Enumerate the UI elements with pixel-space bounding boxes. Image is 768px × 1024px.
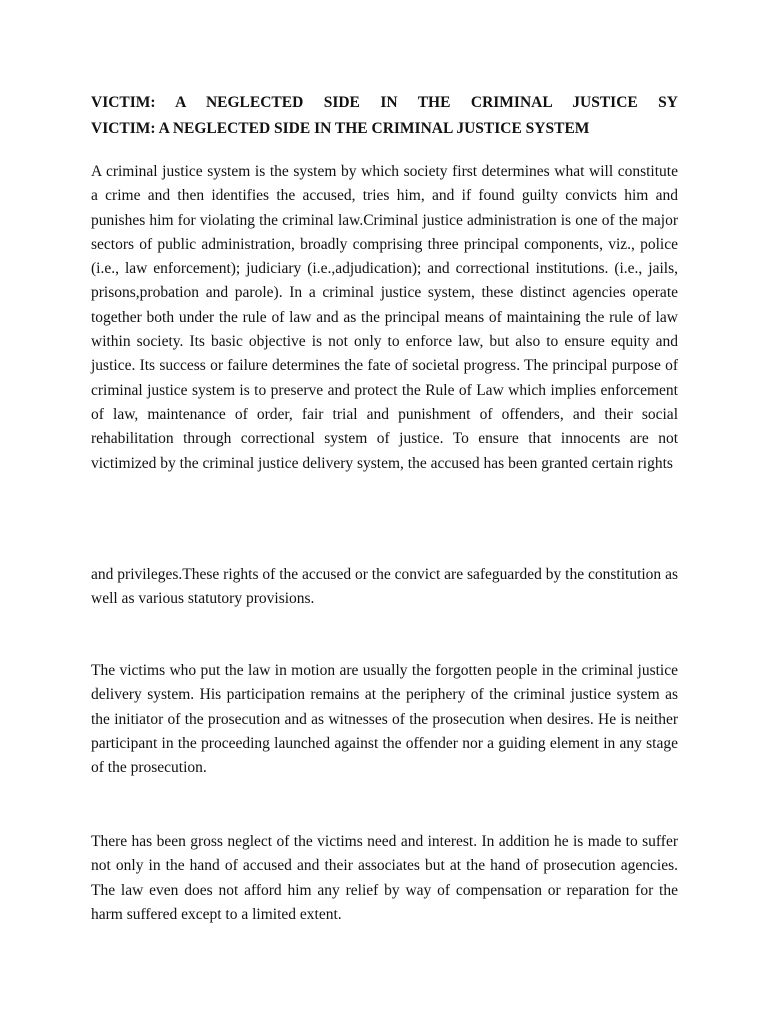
paragraph-criminal-justice-system: A criminal justice system is the system by which society first determines what will constitute a crime and then identifies the accused, tries him, and if found guilty convicts him and punishes him for violating the criminal law.Criminal justice administration is one of the major sectors of public administration, broadly comprising three principal components, viz., police (i.e., law enforcement); judiciary (i.e.,adjudication); and correctional institutions. (i.e., jails, prisons,probation and parole). In a criminal justice system, these distinct agencies operate together both under the rule of law and as the principal means of maintaining the rule of law within society. Its basic objective is not only to enforce law, but also to ensure equity and justice. Its success or failure determines the fate of societal progress. The principal purpose of criminal justice system is to preserve and protect the Rule of Law which implies enforcement of law, maintenance of order, fair trial and punishment of offenders, and their social rehabilitation through correctional system of justice. To ensure that innocents are not victimized by the criminal justice delivery system, the accused has been granted certain rights (91, 163, 678, 472)
document-title-truncated: VICTIM: A NEGLECTED SIDE IN THE CRIMINAL JUSTICE SY (91, 94, 678, 111)
document-title: VICTIM: A NEGLECTED SIDE IN THE CRIMINAL JUSTICE SYSTEM (91, 120, 590, 137)
paragraph-rights-of-accused: and privileges.These rights of the accused or the convict are safeguarded by the constitution as well as various statutory provisions. (91, 566, 678, 608)
paragraph-forgotten-victims: The victims who put the law in motion are usually the forgotten people in the criminal justice delivery system. His participation remains at the periphery of the criminal justice system as the initiator of the prosecution and as witnesses of the prosecution when desires. He is neither participant in the proceeding launched against the offender nor a guiding element in any stage of the prosecution. (91, 662, 678, 777)
paragraph-neglect-of-victims: There has been gross neglect of the victims need and interest. In addition he is made to suffer not only in the hand of accused and their associates but at the hand of prosecution agencies. The law even does not afford him any relief by way of compensation or reparation for the harm suffered except to a limited extent. (91, 833, 678, 923)
